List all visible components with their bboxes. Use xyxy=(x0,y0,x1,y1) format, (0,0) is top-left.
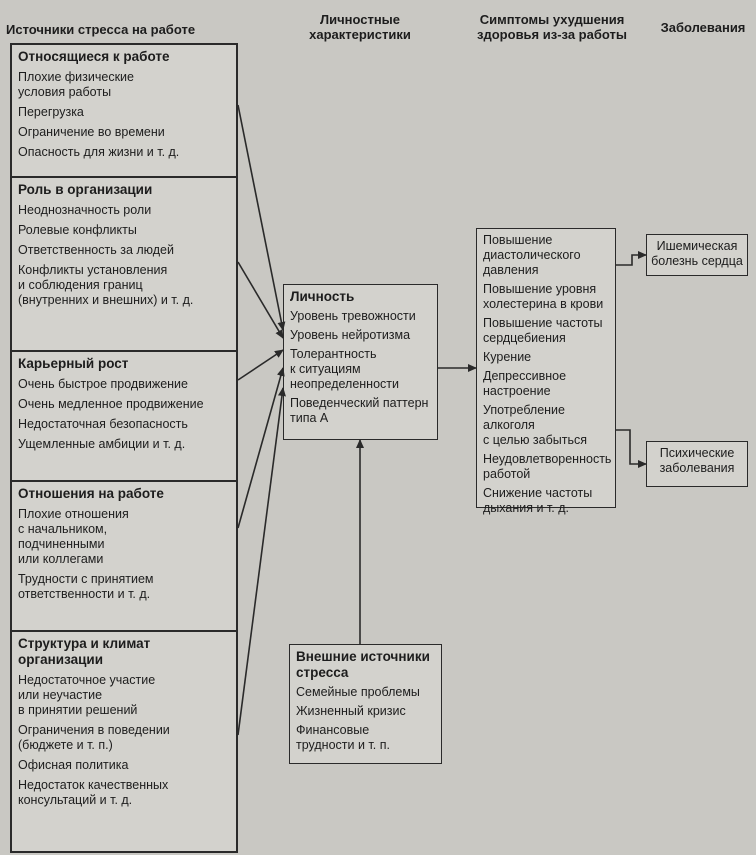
source-group-title: Отношения на работе xyxy=(18,486,164,501)
symptom-item: Курение xyxy=(483,350,532,364)
source-group-title: Карьерный рост xyxy=(18,356,129,371)
source-item: Ролевые конфликты xyxy=(18,223,137,237)
personality-item: Поведенческий паттерн типа А xyxy=(290,396,429,425)
arrow-career-to-personality xyxy=(238,350,283,380)
arrow-structure-to-personality xyxy=(238,388,283,735)
header-personal: Личностные характеристики xyxy=(309,12,411,42)
external-item: Семейные проблемы xyxy=(296,685,420,699)
symptom-item: Снижение частоты дыхания и т. д. xyxy=(483,486,593,515)
symptom-item: Неудовлетворенность работой xyxy=(483,452,612,481)
source-item: Ограничение во времени xyxy=(18,125,165,139)
source-item: Очень медленное продвижение xyxy=(18,397,204,411)
source-item: Неоднозначность роли xyxy=(18,203,152,217)
source-item: Ущемленные амбиции и т. д. xyxy=(18,437,186,451)
disease-heart: Ишемическая болезнь сердца xyxy=(646,234,748,276)
source-item: Ограничения в поведении (бюджете и т. п.) xyxy=(18,723,170,752)
header-sources: Источники стресса на работе xyxy=(6,22,196,37)
source-item: Опасность для жизни и т. д. xyxy=(18,145,180,159)
source-group-title: Роль в организации xyxy=(18,182,153,197)
source-item: Ответственность за людей xyxy=(18,243,174,257)
personality-item: Толерантность к ситуациям неопределенности xyxy=(290,347,399,391)
arrow-symptoms-to-mental xyxy=(616,430,646,464)
symptom-item: Повышение уровня холестерина в крови xyxy=(483,282,604,311)
source-item: Плохие физические условия работы xyxy=(18,70,134,99)
source-item: Недостаток качественных консультаций и т. д. xyxy=(18,778,169,807)
symptom-item: Употребление алкоголя с целью забыться xyxy=(483,403,588,447)
disease-mental: Психические заболевания xyxy=(646,441,748,487)
header-diseases: Заболевания xyxy=(660,20,746,35)
external-item: Жизненный кризис xyxy=(296,704,406,718)
header-symptoms: Симптомы ухудшения здоровья из-за работы xyxy=(477,12,627,42)
external-title: Внешние источники стресса xyxy=(296,649,430,680)
source-item: Конфликты установления и соблюдения границ (внутренних и внешних) и т. д. xyxy=(18,263,194,307)
source-item: Офисная политика xyxy=(18,758,129,772)
source-group-title: Структура и климат организации xyxy=(18,636,151,667)
source-item: Недостаточное участие или неучастие в принятии решений xyxy=(18,673,156,717)
arrow-work-to-personality xyxy=(238,105,283,330)
arrow-relations-to-personality xyxy=(238,368,283,528)
symptom-item: Депрессивное настроение xyxy=(483,369,567,398)
symptom-item: Повышение частоты сердцебиения xyxy=(483,316,603,345)
source-item: Очень быстрое продвижение xyxy=(18,377,188,391)
source-item: Недостаточная безопасность xyxy=(18,417,188,431)
personality-item: Уровень тревожности xyxy=(290,309,416,323)
arrow-symptoms-to-heart xyxy=(616,255,646,265)
source-item: Плохие отношения с начальником, подчиненными или коллегами xyxy=(18,507,129,566)
external-item: Финансовые трудности и т. п. xyxy=(296,723,390,752)
source-item: Перегрузка xyxy=(18,105,84,119)
symptom-item: Повышение диастолического давления xyxy=(483,233,581,277)
source-item: Трудности с принятием ответственности и т. д. xyxy=(18,572,154,601)
personality-title: Личность xyxy=(290,289,355,304)
source-group-title: Относящиеся к работе xyxy=(18,49,170,64)
personality-item: Уровень нейротизма xyxy=(290,328,411,342)
